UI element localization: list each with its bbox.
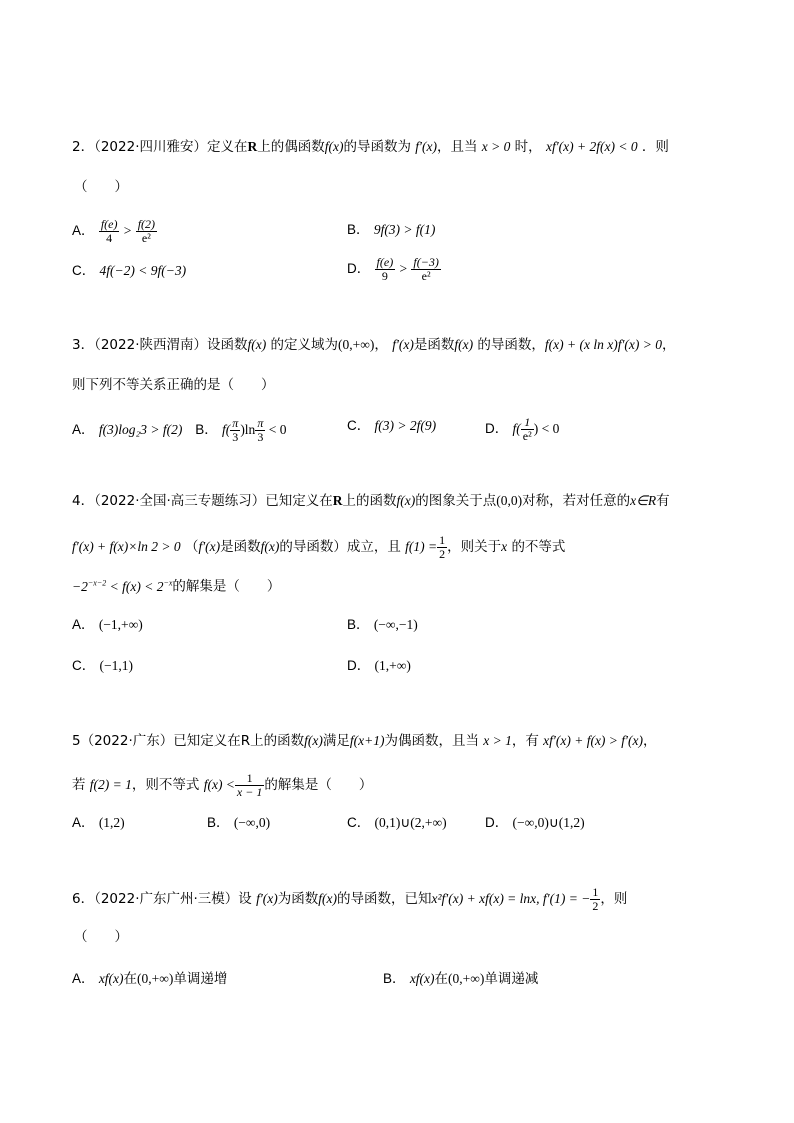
q2-a-label: A．	[72, 223, 95, 238]
q3-d-num: 1	[521, 416, 534, 430]
q4-fx: f(x)	[396, 493, 416, 508]
q6-num: 1	[592, 885, 599, 899]
q2-text-d: 时，	[514, 139, 542, 155]
q4-text-c: 的图象关于点	[415, 493, 497, 509]
q2-option-d	[347, 256, 441, 283]
q6-frac	[590, 886, 600, 913]
q6-text-d: ，则	[600, 891, 628, 907]
q4-xr: x∈R	[630, 493, 657, 508]
q6-fx: f(x)	[318, 891, 337, 906]
q4-stem-line2	[72, 534, 565, 561]
q3-b-post: < 0	[265, 422, 287, 437]
q3-c-text: f(3) > 2f(9)	[374, 418, 437, 433]
q5-val: f(2) = 1	[89, 777, 132, 792]
question-4-stem	[72, 492, 670, 510]
q2-prefix: 2．（2022·四川雅安）定义在	[72, 139, 248, 155]
q2-a-num2: f(2)	[137, 217, 156, 231]
q5-frac	[235, 772, 264, 799]
question-5-stem	[72, 732, 656, 750]
q5-a-label: A．	[72, 815, 95, 830]
q3-b-frac2	[255, 417, 265, 444]
q2-d-label: D．	[347, 261, 371, 276]
question-3-stem	[72, 336, 676, 354]
q4-option-a	[72, 616, 143, 634]
q2-fx: f(x)	[324, 139, 344, 154]
q4-den: 2	[439, 547, 446, 561]
q2-d-frac2	[411, 256, 440, 283]
q2-option-c	[72, 262, 186, 280]
q3-b-num: π	[232, 416, 239, 430]
question-2-stem	[72, 138, 669, 156]
q3-b-den2: 3	[257, 430, 264, 444]
q4-text-b3: 的解集是（ ）	[172, 578, 281, 595]
q5-text-b2: ，则不等式	[131, 777, 200, 793]
q5-option-c	[347, 814, 447, 832]
q4-b-label: B．	[347, 617, 370, 632]
q2-d-num2: f(−3)	[413, 255, 439, 269]
q3-option-c	[347, 417, 436, 435]
q5-a-text: (1,2)	[98, 815, 125, 830]
q3-d-den: e²	[522, 429, 532, 443]
q5-prefix: 5（2022·广东）已知定义在R上的函数	[72, 733, 305, 749]
question-6-stem	[72, 886, 627, 913]
q2-d-den2: e²	[421, 269, 431, 283]
q6-a-expr: xf(x)	[98, 971, 124, 986]
q4-a-label: A．	[72, 617, 95, 632]
q4-prefix: 4．（2022·全国·高三专题练习）已知定义在	[72, 493, 333, 509]
q3-b-den: 3	[232, 430, 239, 444]
q6-a-b: 在	[123, 971, 138, 987]
q5-ineq: xf′(x) + f(x) > f′(x)	[543, 733, 643, 748]
q2-end: ．则	[641, 139, 669, 155]
q4-text-e2: ，则关于	[447, 539, 502, 555]
q5-d-text: (−∞,0)∪(1,2)	[512, 815, 585, 830]
q4-text-c2: 是函数	[220, 539, 261, 555]
q5-c-text: (0,1)∪(2,+∞)	[374, 815, 447, 830]
q3-b-frac1	[230, 417, 240, 444]
q5-text-b: 满足	[322, 733, 350, 749]
q6-b-label: B．	[383, 971, 406, 986]
q6-a-label: A．	[72, 971, 95, 986]
q3-text-b: 的定义域为	[270, 337, 339, 353]
q2-text-a: 上的偶函数	[257, 139, 325, 155]
q4-c-label: C．	[72, 658, 96, 673]
q3-text-f: ，	[662, 337, 676, 353]
q2-c-text: 4f(−2) < 9f(−3)	[99, 263, 187, 278]
q6-b-dom: (0,+∞)	[448, 971, 485, 986]
q4-point: (0,0)	[496, 493, 523, 508]
q2-d-frac1	[375, 256, 396, 283]
q5-option-b	[207, 814, 270, 832]
q3-ineq: f(x) + (x ln x)f′(x) > 0	[544, 337, 663, 352]
q3-stem-line2: 则下列不等关系正确的是（ ）	[72, 377, 275, 393]
q5-c-label: C．	[347, 815, 371, 830]
q4-text-d2: 的导函数）成立，且	[279, 539, 401, 555]
q4-b-text: (−∞,−1)	[373, 617, 418, 632]
q3-prefix: 3．（2022·陕西渭南）设函数	[72, 337, 248, 353]
q2-ineq: xf′(x) + 2f(x) < 0	[545, 139, 638, 154]
q4-d-text: (1,+∞)	[374, 658, 411, 673]
q4-text-b2: （	[184, 539, 199, 555]
q2-option-b	[347, 221, 435, 239]
q3-fpx: f′(x)	[392, 337, 414, 352]
q5-num: 1	[235, 772, 264, 786]
q6-prefix: 6．（2022·广东广州·三模）设	[72, 891, 252, 907]
q3-option-d	[485, 416, 559, 443]
q6-a-c: 单调递增	[173, 971, 228, 987]
q3-b-mid: )ln	[240, 422, 256, 437]
q3-d-frac	[521, 416, 534, 443]
q3-fx2: f(x)	[454, 337, 474, 352]
q5-b-label: B．	[207, 815, 230, 830]
q6-paren: （ ）	[74, 929, 128, 945]
q5-ineq-pre: f(x) <	[203, 777, 235, 792]
q2-fpx: f′(x)	[415, 139, 437, 154]
q5-den: x − 1	[236, 785, 263, 799]
q5-text-a2: 若	[72, 777, 86, 793]
q4-option-d	[347, 657, 411, 675]
q5-text-e: ，	[642, 733, 657, 749]
q5-option-d	[485, 814, 585, 832]
q5-fx: f(x)	[304, 733, 323, 748]
q6-fpx: f′(x)	[256, 891, 278, 906]
q4-x: x	[501, 539, 508, 554]
q6-text-c: 的导函数，已知	[337, 891, 432, 907]
q4-ineq: f′(x) + f(x)×ln 2 > 0	[72, 539, 181, 554]
q3-fx: f(x)	[247, 337, 267, 352]
q4-option-c	[72, 657, 133, 675]
q3-b-pre: f(	[222, 422, 231, 437]
q3-c-label: C．	[347, 418, 371, 433]
q4-num: 1	[439, 533, 446, 547]
q5-text-d: ，有	[511, 733, 539, 749]
q5-text-c: 为偶函数，且当	[384, 733, 479, 749]
q2-a-den2: e²	[141, 231, 151, 245]
q2-cond: x > 0	[481, 139, 511, 154]
q3-text-c: ，	[374, 337, 388, 353]
q5-option-a	[72, 814, 125, 832]
q2-a-den1: 4	[106, 231, 113, 245]
q2-option-a	[72, 218, 157, 245]
q3-a-text: f(3)log₂3 > f(2)	[98, 422, 183, 437]
q5-d-label: D．	[485, 815, 509, 830]
q6-den: 2	[592, 899, 599, 913]
q2-a-op: >	[123, 223, 132, 238]
q4-half	[437, 534, 447, 561]
q6-eq: x²f′(x) + xf(x) = lnx, f′(1) = −	[431, 891, 591, 906]
q3-a-label: A．	[72, 422, 95, 437]
q6-text-b: 为函数	[277, 891, 319, 907]
q3-options	[72, 417, 286, 444]
q3-d-label: D．	[485, 421, 509, 436]
q4-option-b	[347, 616, 418, 634]
q2-R: R	[247, 139, 258, 154]
q4-d-label: D．	[347, 658, 371, 673]
q6-a-dom: (0,+∞)	[137, 971, 174, 986]
q4-R: R	[332, 493, 343, 508]
q6-option-a	[72, 970, 227, 988]
q2-text-b: 的导函数为	[343, 139, 411, 155]
q2-c-label: C．	[72, 263, 96, 278]
q6-b-c: 单调递减	[484, 971, 539, 987]
q3-b-label: B．	[195, 422, 218, 437]
q2-a-frac2	[136, 218, 157, 245]
q6-b-expr: xf(x)	[409, 971, 435, 986]
q5-fx1: f(x+1)	[349, 733, 385, 748]
q2-a-frac1	[99, 218, 120, 245]
q4-text-f2: 的不等式	[511, 539, 566, 555]
q4-c-text: (−1,1)	[99, 658, 134, 673]
q4-text-d: 对称，若对任意的	[522, 493, 631, 509]
q4-text-b: 上的函数	[342, 493, 397, 509]
q3-domain: (0,+∞)	[338, 337, 375, 352]
q3-b-num2: π	[257, 416, 264, 430]
q3-text-e: 的导函数，	[477, 337, 545, 353]
q4-text-e: 有	[656, 493, 670, 509]
q5-text-c2: 的解集是（ ）	[264, 777, 373, 793]
q5-b-text: (−∞,0)	[233, 815, 271, 830]
q2-d-den1: 9	[381, 269, 388, 283]
q4-a-text: (−1,+∞)	[98, 617, 143, 632]
q2-text-c: ，且当	[436, 139, 478, 155]
q6-b-b: 在	[434, 971, 449, 987]
q2-a-num1: f(e)	[100, 217, 118, 231]
q2-paren: （ ）	[74, 179, 128, 195]
q4-stem-line3	[72, 574, 280, 596]
q3-d-pre: f(	[512, 421, 521, 436]
q3-text-d: 是函数	[413, 337, 455, 353]
q4-ineq3: $-2^{-x-2} < f(x) < 2^{-x}$	[72, 578, 173, 594]
q5-stem-line2	[72, 772, 372, 799]
q5-cond: x > 1	[483, 733, 512, 748]
q3-d-post: ) < 0	[533, 421, 560, 436]
q6-option-b	[383, 970, 538, 988]
q2-b-label: B．	[347, 222, 370, 237]
q2-d-num1: f(e)	[376, 255, 394, 269]
q2-d-op: >	[399, 261, 408, 276]
q4-fx2: f(x)	[260, 539, 280, 554]
q4-fpx: f′(x)	[198, 539, 221, 554]
q4-val-pre: f(1) =	[405, 539, 438, 554]
q2-b-text: 9f(3) > f(1)	[373, 222, 436, 237]
